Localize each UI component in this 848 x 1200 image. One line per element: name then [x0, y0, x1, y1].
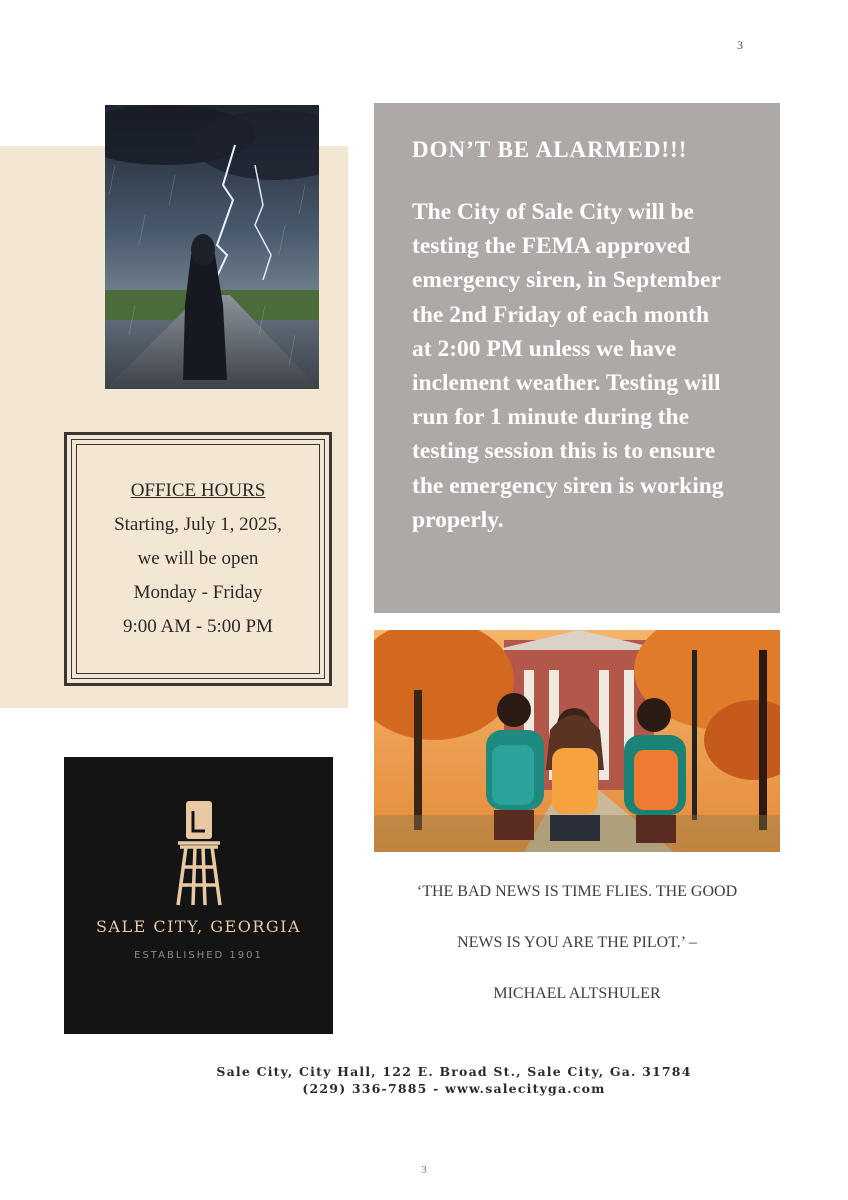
quote-author: MICHAEL ALTSHULER	[493, 985, 661, 1002]
alert-heading: DON’T BE ALARMED!!!	[412, 137, 688, 162]
page-number-bottom: 3	[421, 1164, 427, 1176]
alert-body-text: The City of Sale City will be testing the FEMA approved emergency siren, in September the 2nd Friday of each month at 2:00 PM unless we have inclement weather. Testing will run for 1 minute during the testing session this is to ensure the emergency siren is working properly.	[412, 199, 724, 533]
footer-address: Sale City, City Hall, 122 E. Broad St., Sale City, Ga. 31784	[216, 1064, 692, 1079]
logo-title: SALE CITY, GEORGIA	[95, 917, 302, 936]
siren-alert-box	[374, 103, 780, 613]
office-hours-times: 9:00 AM - 5:00 PM	[123, 616, 273, 637]
quote-line-2: NEWS IS YOU ARE THE PILOT.’ –	[457, 934, 697, 951]
sale-city-logo	[64, 757, 333, 1034]
footer-contact: (229) 336-7885 - www.salecityga.com	[302, 1081, 606, 1096]
office-hours-box	[64, 432, 332, 686]
kids-photo-illustration	[374, 630, 780, 852]
storm-lightning-photo	[105, 105, 319, 389]
page-number-top: 3	[737, 38, 743, 52]
footer	[160, 1063, 748, 1097]
water-tower-icon	[174, 797, 224, 909]
logo-subtitle: ESTABLISHED 1901	[134, 950, 263, 961]
office-hours-days: Monday - Friday	[133, 582, 263, 603]
office-hours-title: OFFICE HOURS	[130, 480, 266, 501]
office-hours-open-text: we will be open	[137, 548, 259, 569]
storm-photo-illustration	[105, 105, 319, 389]
quote-line-1: ‘THE BAD NEWS IS TIME FLIES. THE GOOD	[416, 883, 738, 900]
pilot-quote	[372, 866, 782, 1019]
children-walking-to-school-photo	[374, 630, 780, 852]
office-hours-start-date: Starting, July 1, 2025,	[114, 514, 282, 535]
